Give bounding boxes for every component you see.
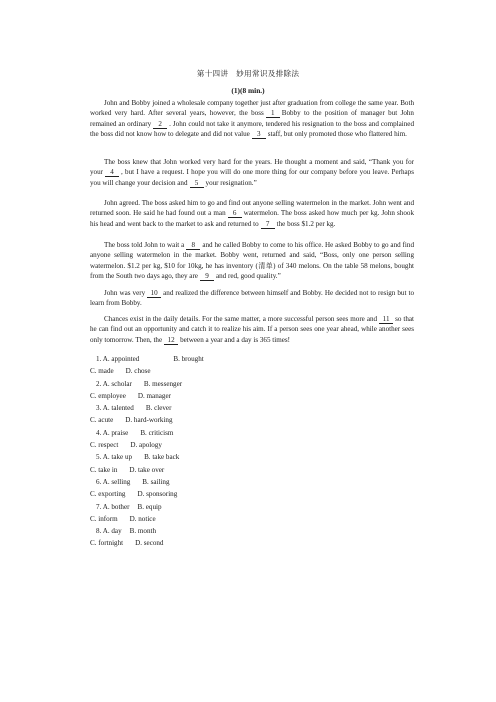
blank-6: 6 xyxy=(228,209,242,218)
passage-paragraph-6 xyxy=(90,314,414,345)
option-line xyxy=(90,537,414,549)
option-a: 7. A. bother xyxy=(96,502,130,511)
passage-text: John agreed. The boss asked him to go and find out anyone selling watermelon in the market. John went and returned soon. He said he had found out a man xyxy=(90,199,414,218)
option-c: C. respect xyxy=(90,441,119,450)
passage-text: The boss told John to wait a xyxy=(104,241,185,249)
option-a: 4. A. praise xyxy=(96,428,129,437)
passage-paragraph-5 xyxy=(90,288,414,309)
option-line xyxy=(90,525,414,537)
option-line xyxy=(90,488,414,500)
passage-text: , but I have a request. I hope you will do one more thing for our company before you leave. Perhaps you will change your decision and xyxy=(90,168,414,187)
passage-text: so that he can find out an opportunity and catch it to realize his aim. If a person sees one year ahead, while another sees only tomorrow. Then, the xyxy=(90,315,415,344)
option-d: D. chose xyxy=(125,367,151,376)
passage-text: the boss $1.2 per kg. xyxy=(276,219,336,228)
option-b: B. equip xyxy=(137,502,162,511)
lesson-title: 第十四讲 妙用常识及排除法 xyxy=(196,69,300,78)
option-line xyxy=(90,353,414,365)
blank-4: 4 xyxy=(105,168,119,177)
option-b: B. month xyxy=(129,527,157,536)
passage-text: The boss knew that John worked very hard for the years. He thought a moment and said, “Thank you for your xyxy=(90,158,414,177)
option-b: B. take back xyxy=(144,453,180,462)
passage-paragraph-2 xyxy=(90,157,414,188)
option-line xyxy=(90,439,414,451)
option-line xyxy=(90,513,414,525)
option-a: 8. A. day xyxy=(96,527,122,536)
option-line xyxy=(90,464,414,476)
passage-text: between a year and a day is 365 times! xyxy=(180,335,291,344)
option-line xyxy=(90,476,414,488)
blank-7: 7 xyxy=(261,220,275,229)
option-c: C. fortnight xyxy=(90,539,124,548)
passage-paragraph-4 xyxy=(90,240,414,281)
option-c: C. made xyxy=(90,367,114,376)
passage-text: staff, but only promoted those who flattered him. xyxy=(267,129,407,138)
option-c: C. employee xyxy=(90,391,126,400)
blank-8: 8 xyxy=(186,241,200,250)
option-c: C. exporting xyxy=(90,490,126,499)
passage-text: watermelon. The boss asked how much per kg. John shook his head and went back to the market to ask and returned to xyxy=(90,209,414,228)
option-d: D. notice xyxy=(129,514,156,523)
option-line xyxy=(90,427,414,439)
passage-text: and he called Bobby to come to his office. He asked Bobby to go and find anyone selling watermelon in the market. Bobby went, returned and said, “Boss, only one person selling watermelon. $1.2 per kg, $10 for 10kg, he has inventory (清单) of 340 melons. On the table 58 melons, bought from the South two days ago, they are xyxy=(90,241,414,280)
passage-text: and realized the difference between himself and Bobby. He decided not to resign but to learn from Bobby. xyxy=(90,289,414,308)
option-b: B. criticism xyxy=(140,428,174,437)
option-line xyxy=(90,365,414,377)
passage-paragraph-3 xyxy=(90,198,414,229)
passage-paragraph-1 xyxy=(90,98,414,139)
option-line xyxy=(90,451,414,463)
option-a: 5. A. take up xyxy=(96,453,133,462)
answer-options xyxy=(90,353,414,550)
blank-2: 2 xyxy=(153,120,167,129)
blank-11: 11 xyxy=(379,315,393,324)
option-b: B. brought xyxy=(173,355,204,363)
passage-text: Chances exist in the daily details. For the same matter, a more successful person sees more and xyxy=(104,315,378,323)
blank-12: 12 xyxy=(164,336,178,345)
option-line xyxy=(90,414,414,426)
passage-text: John was very xyxy=(104,289,146,297)
option-c: C. acute xyxy=(90,416,114,425)
passage-text: . John could not take it anymore, tendered his resignation to the boss and complained the boss did not know how to delegate and did not value xyxy=(90,119,414,138)
blank-9: 9 xyxy=(200,272,214,281)
option-d: D. apology xyxy=(130,441,162,450)
blank-5: 5 xyxy=(190,179,204,188)
option-d: D. second xyxy=(135,539,164,548)
option-line xyxy=(90,390,414,402)
blank-3: 3 xyxy=(252,130,266,139)
passage-text: your resignation.” xyxy=(205,178,257,187)
option-d: D. sponsoring xyxy=(137,490,178,499)
option-b: B. clever xyxy=(145,404,172,413)
option-c: C. take in xyxy=(90,465,118,474)
passage-text: John and Bobby joined a wholesale company together just after graduation from college the same year. Both worked very hard. After several years, however, the boss xyxy=(90,99,414,118)
option-d: D. manager xyxy=(137,391,171,400)
passage-text: Bobby to the position of manager but John remained an ordinary xyxy=(90,109,414,128)
option-c: C. inform xyxy=(90,514,118,523)
blank-10: 10 xyxy=(147,289,161,298)
option-d: D. hard-working xyxy=(125,416,173,425)
option-a: 2. A. scholar xyxy=(96,379,132,388)
option-line xyxy=(90,402,414,414)
passage-text: and red, good quality.” xyxy=(215,271,281,280)
option-a: 1. A. appointed xyxy=(96,355,140,363)
option-d: D. take over xyxy=(129,465,165,474)
exercise-subtitle: (1)(8 min.) xyxy=(231,86,265,95)
option-a: 3. A. talented xyxy=(96,404,134,413)
option-line xyxy=(90,501,414,513)
blank-1: 1 xyxy=(266,109,280,118)
option-b: B. sailing xyxy=(142,477,170,486)
option-line xyxy=(90,378,414,390)
option-b: B. messenger xyxy=(143,379,183,388)
option-a: 6. A. selling xyxy=(96,477,131,486)
